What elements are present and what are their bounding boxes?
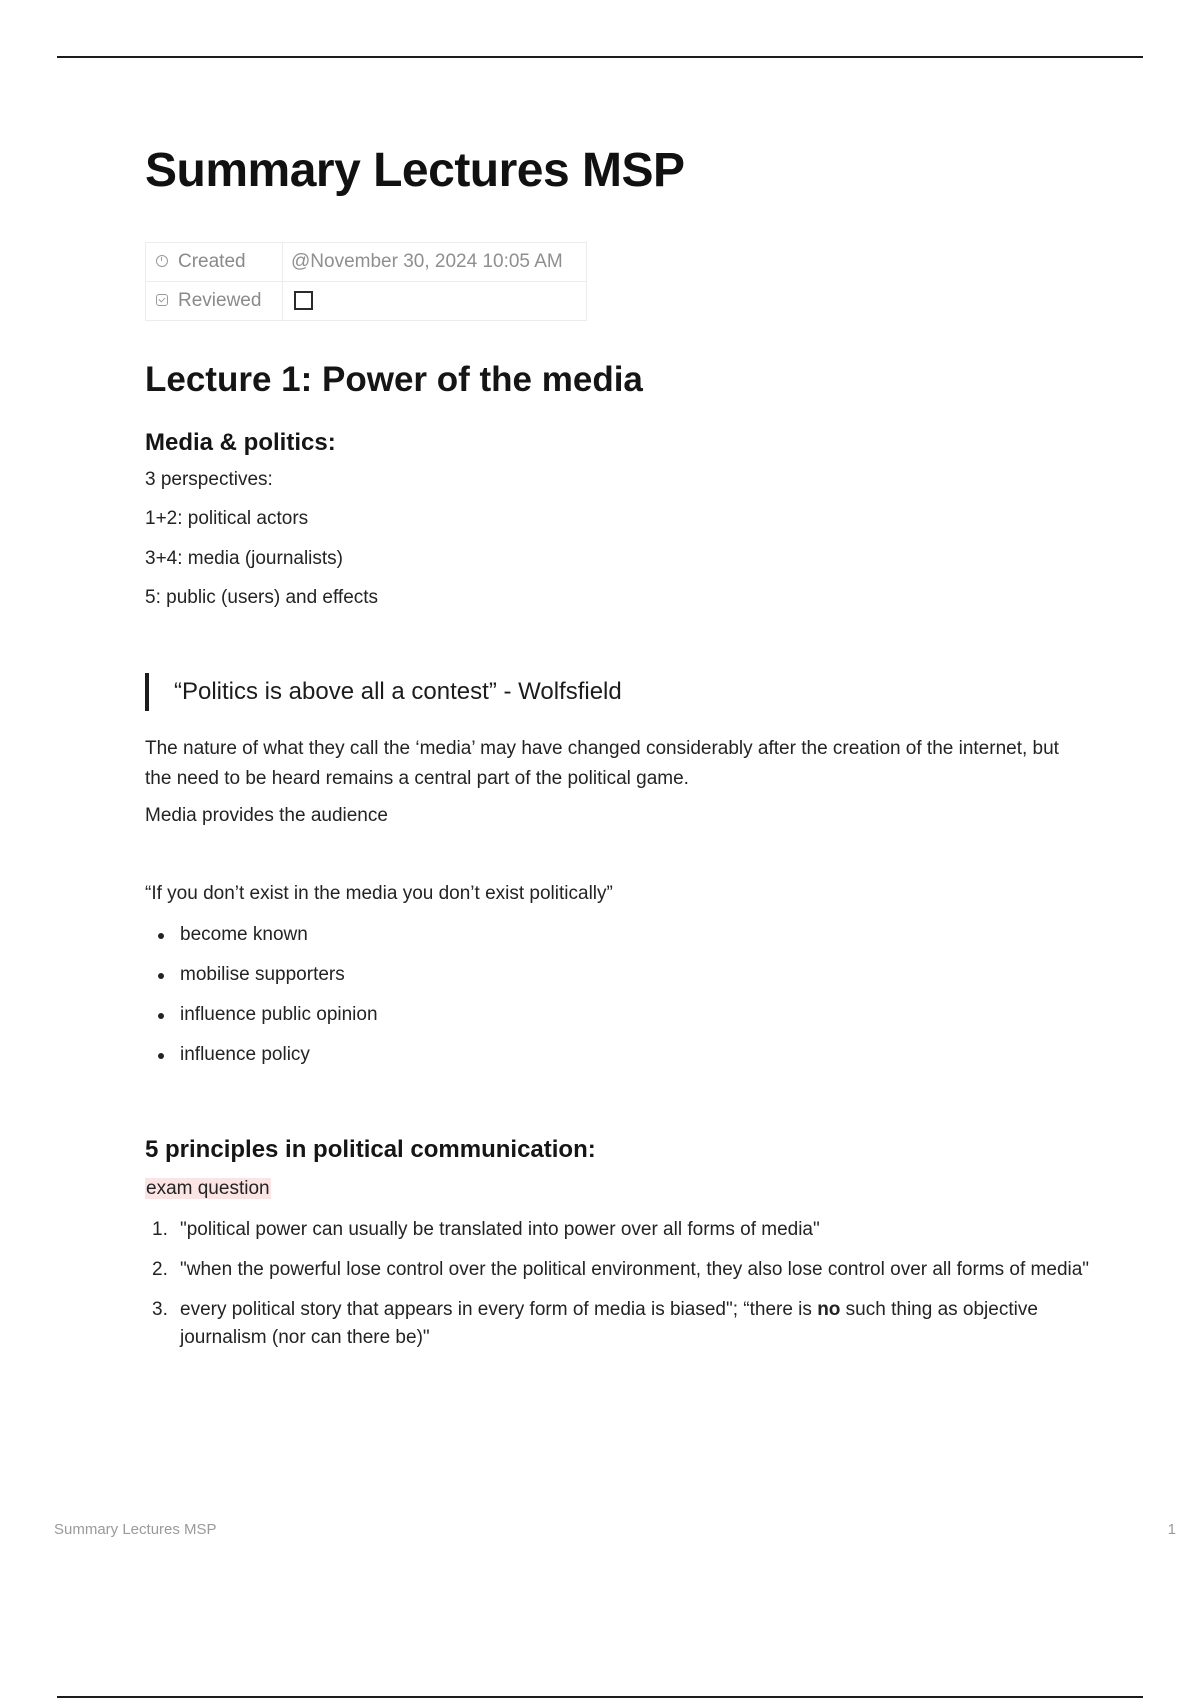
property-row-created [146, 243, 587, 282]
list-item: mobilise supporters [145, 960, 378, 1000]
list-item [145, 1296, 1100, 1352]
principles-heading: 5 principles in political communication: [145, 1136, 596, 1163]
property-key-created [146, 243, 283, 282]
perspectives-line: 3 perspectives: [145, 469, 273, 490]
perspective-public: 5: public (users) and effects [145, 587, 379, 608]
exam-question-tag: exam question [146, 1178, 270, 1199]
nature-paragraph: The nature of what they call the ‘media’ may have changed considerably after the creation of the internet, but the need to be heard remains a central part of the political game. [145, 738, 1059, 789]
exam-question-tag-line [145, 1174, 271, 1204]
exist-quote: “If you don’t exist in the media you don’t exist politically” [145, 883, 613, 904]
lecture-1-heading: Lecture 1: Power of the media [145, 360, 643, 399]
reviewed-value [283, 282, 587, 321]
reviewed-label: Reviewed [178, 290, 262, 311]
perspective-media: 3+4: media (journalists) [145, 548, 344, 569]
list-item [145, 1256, 1100, 1284]
properties-table [145, 242, 587, 321]
reviewed-checkbox[interactable] [294, 291, 313, 310]
list-number: 2. [152, 1259, 168, 1280]
perspective-political-actors: 1+2: political actors [145, 508, 309, 529]
principle-bold-word: no [817, 1299, 841, 1320]
media-politics-heading: Media & politics: [145, 429, 336, 456]
list-item: become known [145, 920, 378, 960]
created-value[interactable]: @November 30, 2024 10:05 AM [283, 243, 587, 282]
property-row-reviewed [146, 282, 587, 321]
audience-line: Media provides the audience [145, 805, 388, 826]
principle-text: "political power can usually be translated into power over all forms of media" [180, 1219, 820, 1240]
footer-page-number: 1 [1167, 1521, 1176, 1538]
list-number: 3. [152, 1299, 168, 1320]
bottom-rule [57, 1696, 1143, 1698]
clock-icon [156, 255, 168, 267]
list-item: influence public opinion [145, 1000, 378, 1040]
media-uses-list [145, 920, 378, 1080]
principle-text: "when the powerful lose control over the political environment, they also lose control over all forms of media" [180, 1259, 1090, 1280]
principle-text-before: every political story that appears in every form of media is biased"; “there is [180, 1299, 818, 1320]
principle-text-after: such thing as objective journalism (nor can there be)" [180, 1299, 1038, 1348]
principles-list [145, 1216, 1100, 1364]
footer-doc-title: Summary Lectures MSP [54, 1521, 217, 1538]
created-label: Created [178, 251, 246, 272]
list-number: 1. [152, 1219, 168, 1240]
property-key-reviewed [146, 282, 283, 321]
checkbox-property-icon [156, 294, 168, 306]
top-rule [57, 56, 1143, 58]
wolfsfield-quote: “Politics is above all a contest” - Wolfsfield [145, 673, 622, 711]
list-item: influence policy [145, 1040, 378, 1080]
list-item [145, 1216, 1100, 1244]
page-title: Summary Lectures MSP [145, 144, 685, 197]
